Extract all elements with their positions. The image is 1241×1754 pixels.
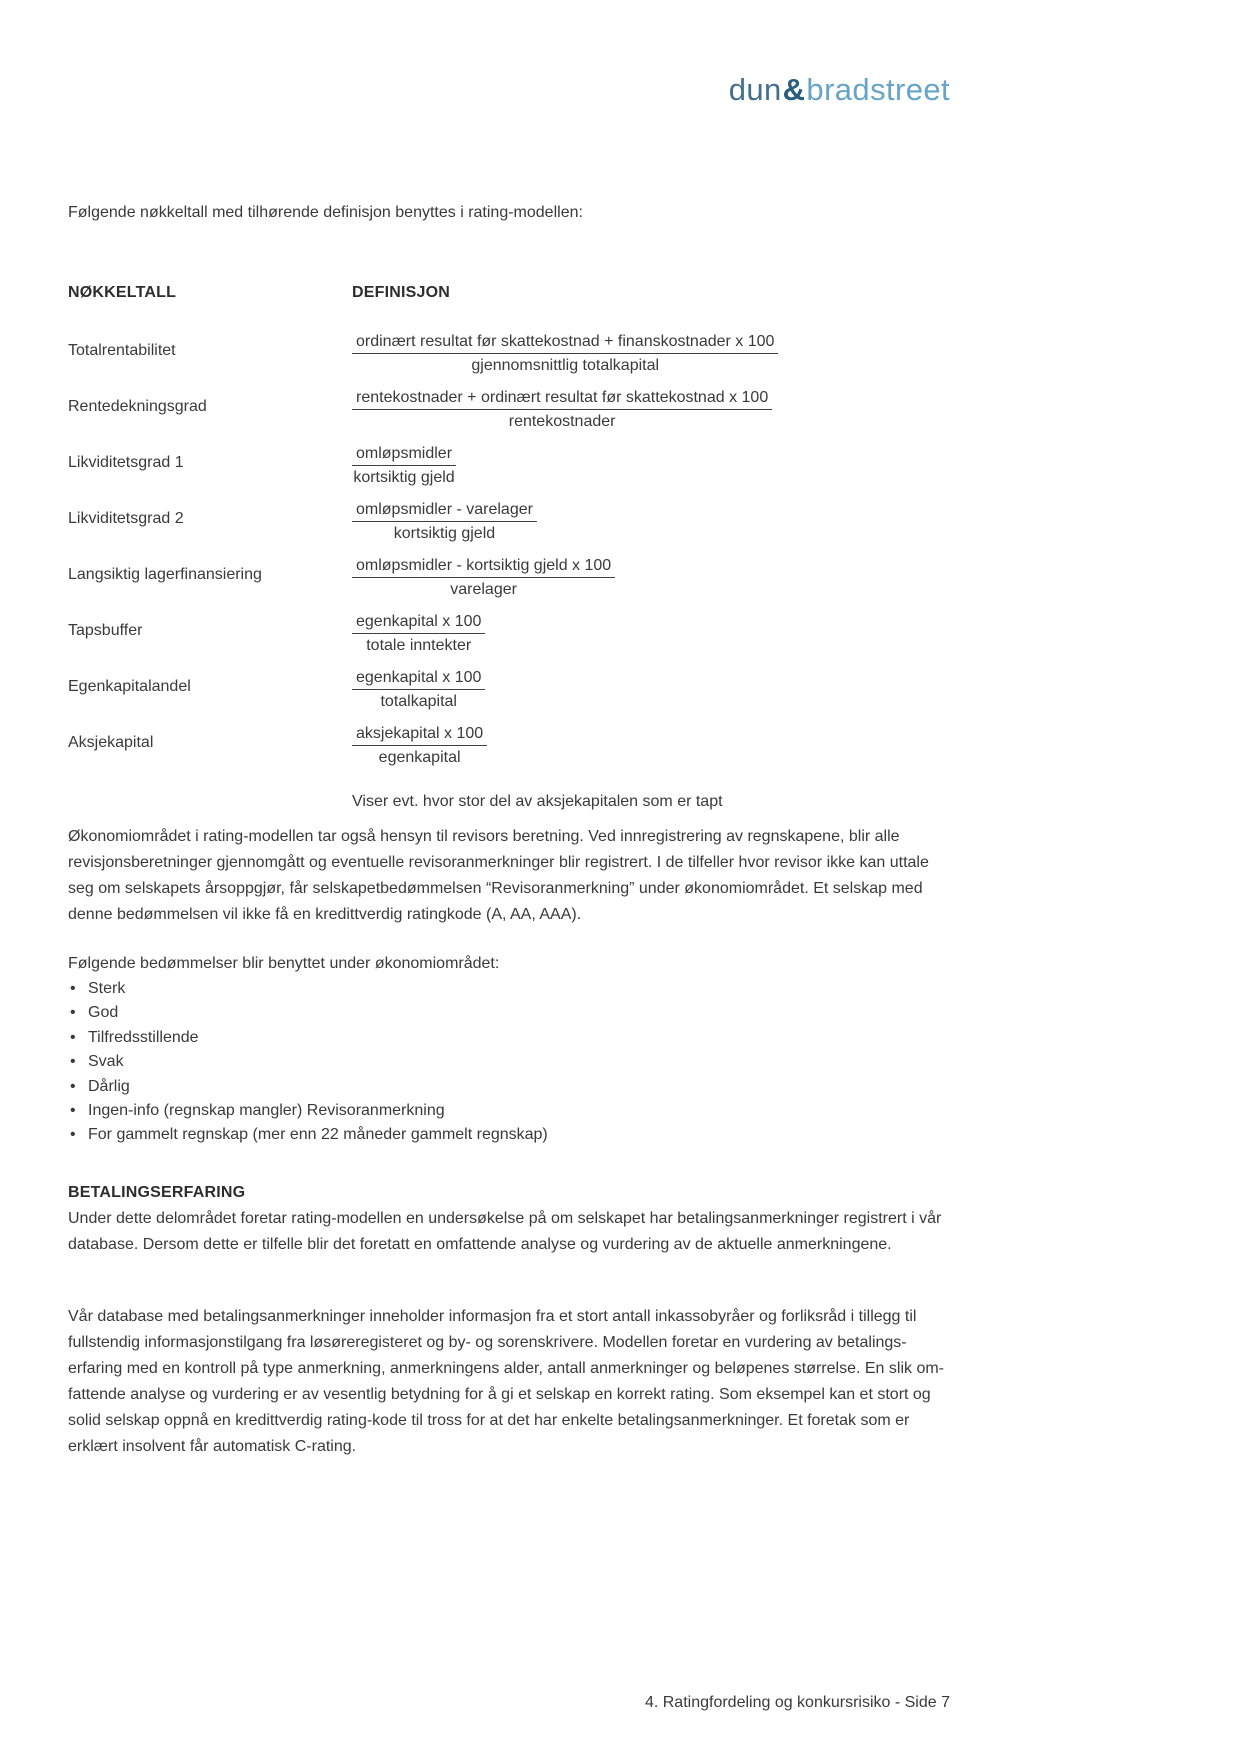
row-label: Egenkapitalandel xyxy=(68,678,191,695)
formula-denominator: rentekostnader xyxy=(508,413,616,430)
table-row xyxy=(68,499,953,545)
bullet-icon: • xyxy=(70,1126,76,1144)
row-label: Rentedekningsgrad xyxy=(68,398,207,415)
page-footer: 4. Ratingfordeling og konkursrisiko - Side 7 xyxy=(644,1694,950,1711)
okonomi-paragraph: Økonomiområdet i rating-modellen tar også hensyn til revisors beretning. Ved innregistrering av regnskapene, blir alle revisjonsberetninger gjennomgått og eventuelle revisoranmerkninger blir registrert. I de tilfeller hvor revisor ikke kan uttale seg om selskapets årsoppgjør, får selskapetbedømmelsen “Revisoranmerkning” under økonomiområdet. Et selskap med denne bedømmelsen vil ikke få en kredittverdig ratingkode (A, AA, AAA). xyxy=(68,828,929,923)
row-label: Langsiktig lagerfinansiering xyxy=(68,566,262,583)
formula-denominator: totale inntekter xyxy=(366,637,472,654)
dun-bradstreet-logo xyxy=(729,72,950,108)
formula-numerator: omløpsmidler - kortsiktig gjeld x 100 xyxy=(352,555,615,578)
betalingserfaring-section xyxy=(68,1180,953,1258)
column-header-definisjon: DEFINISJON xyxy=(352,284,451,301)
table-header-row xyxy=(68,280,953,306)
list-item xyxy=(68,1099,953,1123)
betalingserfaring-heading: BETALINGSERFARING xyxy=(68,1184,246,1201)
list-item xyxy=(68,977,953,1001)
formula-numerator: ordinært resultat før skattekostnad + finanskostnader x 100 xyxy=(352,331,778,354)
formula-numerator: rentekostnader + ordinært resultat før skattekostnad x 100 xyxy=(352,387,772,410)
formula-numerator: omløpsmidler - varelager xyxy=(352,499,537,522)
formula xyxy=(352,723,487,769)
bullet-icon: • xyxy=(70,980,76,997)
formula xyxy=(352,555,615,601)
row-label: Totalrentabilitet xyxy=(68,342,176,359)
list-item-label: Ingen-info (regnskap mangler) Revisoranmerkning xyxy=(88,1102,445,1120)
bedommelser-list xyxy=(68,977,953,1148)
formula-denominator: egenkapital xyxy=(378,749,461,766)
list-item-label: Svak xyxy=(88,1053,124,1071)
table-row xyxy=(68,667,953,713)
table-row xyxy=(68,443,953,489)
list-item xyxy=(68,1123,953,1147)
list-item-label: Dårlig xyxy=(88,1077,130,1095)
formula xyxy=(352,611,485,657)
list-item xyxy=(68,1001,953,1025)
formula xyxy=(352,499,537,545)
list-item xyxy=(68,1050,953,1074)
list-item-label: Tilfredsstillende xyxy=(88,1028,199,1046)
formula-numerator: egenkapital x 100 xyxy=(352,667,485,690)
betalingserfaring-paragraph-2: Vår database med betalingsanmerkninger inneholder informasjon fra et stort antall inkassobyråer og forliksråd i tillegg til fullstendig informasjonstilgang fra løsøreregisteret og by- og sorenskrivere. Modellen foretar en vurdering av betalings- erfaring med en kontroll på type anmerkning, anmerkningens alder, antall anmerkninger og beløpenes størrelse. En slik om- fattende analyse og vurdering er av vesentlig betydning for å gi et selskap en korrekt rating. Som eksempel kan et stort og solid selskap oppnå en kredittverdig rating-kode til tross for at det har enkelte betalingsanmerkninger. Et foretak som er erklært insolvent får automatisk C-rating. xyxy=(68,1308,944,1455)
formula-numerator: egenkapital x 100 xyxy=(352,611,485,634)
bullet-list-intro: Følgende bedømmelser blir benyttet under økonomiområdet: xyxy=(68,955,500,972)
ampersand-icon: & xyxy=(782,72,806,107)
table-row xyxy=(68,611,953,657)
logo-text-bradstreet: bradstreet xyxy=(806,72,950,107)
row-label: Tapsbuffer xyxy=(68,622,143,639)
bullet-icon: • xyxy=(70,1053,76,1071)
formula xyxy=(352,443,456,489)
formula-denominator: totalkapital xyxy=(380,693,457,710)
list-item-label: God xyxy=(88,1004,119,1022)
formula-denominator: kortsiktig gjeld xyxy=(353,469,455,486)
row-label: Aksjekapital xyxy=(68,734,154,751)
column-header-nokkeltall: NØKKELTALL xyxy=(68,284,177,301)
bullet-icon: • xyxy=(70,1102,76,1120)
formula xyxy=(352,387,772,433)
bedommelser-section xyxy=(68,951,953,1148)
formula-numerator: omløpsmidler xyxy=(352,443,456,466)
row-label: Likviditetsgrad 1 xyxy=(68,454,184,471)
aksjekapital-note: Viser evt. hvor stor del av aksjekapitalen som er tapt xyxy=(352,793,723,810)
bullet-icon: • xyxy=(70,1028,76,1046)
logo-text-dun: dun xyxy=(728,72,782,107)
list-item xyxy=(68,1026,953,1050)
table-row xyxy=(68,723,953,769)
table-row xyxy=(68,387,953,433)
list-item-label: For gammelt regnskap (mer enn 22 måneder gammelt regnskap) xyxy=(88,1126,548,1144)
row-label: Likviditetsgrad 2 xyxy=(68,510,184,527)
formula xyxy=(352,667,485,713)
intro-text: Følgende nøkkeltall med tilhørende definisjon benyttes i rating-modellen: xyxy=(68,204,583,221)
formula-denominator: gjennomsnittlig totalkapital xyxy=(471,357,660,374)
bullet-icon: • xyxy=(70,1004,76,1022)
list-item xyxy=(68,1075,953,1099)
formula xyxy=(352,331,778,377)
key-figures-table xyxy=(68,280,953,815)
formula-denominator: varelager xyxy=(450,581,517,598)
table-row xyxy=(68,555,953,601)
table-row xyxy=(68,331,953,377)
bullet-icon: • xyxy=(70,1077,76,1095)
formula-denominator: kortsiktig gjeld xyxy=(393,525,496,542)
formula-numerator: aksjekapital x 100 xyxy=(352,723,487,746)
list-item-label: Sterk xyxy=(88,980,126,997)
betalingserfaring-paragraph-1: Under dette delområdet foretar rating-modellen en undersøkelse på om selskapet har betalingsanmerkninger registrert i vår database. Dersom dette er tilfelle blir det foretatt en omfattende analyse og vurdering av de aktuelle anmerkningene. xyxy=(68,1210,942,1253)
